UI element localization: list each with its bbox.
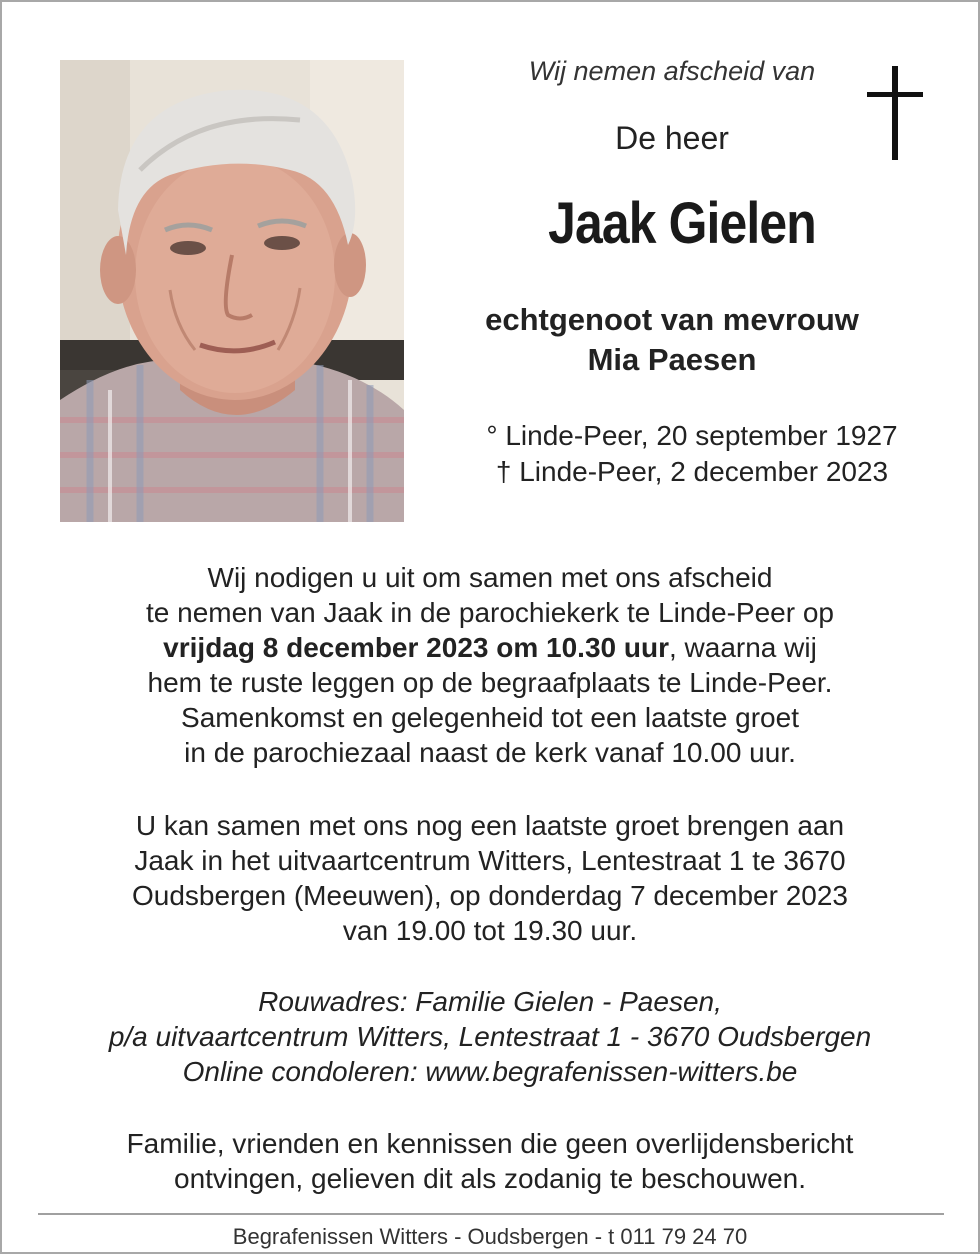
notice-line: ontvingen, gelieven dit als zodanig te beschouwen. <box>174 1163 806 1194</box>
visitation-line: Jaak in het uitvaartcentrum Witters, Lentestraat 1 te 3670 <box>134 845 846 876</box>
service-datetime: vrijdag 8 december 2023 om 10.30 uur <box>163 632 669 663</box>
funeral-home-footer: Begrafenissen Witters - Oudsbergen - t 011 79 24 70 <box>232 1224 748 1249</box>
condolence-link[interactable]: Online condoleren: www.begrafenissen-witters.be <box>182 1056 798 1087</box>
notice-paragraph <box>2 1126 978 1196</box>
invitation-line: Samenkomst en gelegenheid tot een laatste groet <box>181 702 799 733</box>
mourning-address <box>2 984 978 1089</box>
visitation-paragraph <box>2 808 978 948</box>
intro-text: Wij nemen afscheid van <box>528 56 816 86</box>
footer-divider <box>38 1213 944 1215</box>
invitation-paragraph <box>2 560 978 770</box>
invitation-line: te nemen van Jaak in de parochiekerk te Linde-Peer op <box>146 597 834 628</box>
invitation-line: Wij nodigen u uit om samen met ons afscheid <box>207 562 773 593</box>
notice-line: Familie, vrienden en kennissen die geen overlijdensbericht <box>126 1128 854 1159</box>
portrait-illustration <box>60 60 404 522</box>
invitation-line-rest: , waarna wij <box>668 632 817 663</box>
visitation-line: U kan samen met ons nog een laatste groet brengen aan <box>135 810 845 841</box>
cross-icon <box>867 66 923 160</box>
invitation-line <box>2 630 978 665</box>
visitation-line: van 19.00 tot 19.30 uur. <box>342 915 638 946</box>
death-date: † Linde-Peer, 2 december 2023 <box>495 456 889 487</box>
visitation-line: Oudsbergen (Meeuwen), op donderdag 7 december 2023 <box>131 880 849 911</box>
deceased-name: Jaak Gielen <box>548 191 816 256</box>
address-line: p/a uitvaartcentrum Witters, Lentestraat 1 - 3670 Oudsbergen <box>108 1021 872 1052</box>
address-line: Rouwadres: Familie Gielen - Paesen, <box>258 986 722 1017</box>
birth-date: ° Linde-Peer, 20 september 1927 <box>486 420 898 451</box>
life-dates <box>442 418 942 490</box>
invitation-line: in de parochiezaal naast de kerk vanaf 10.00 uur. <box>184 737 796 768</box>
spouse-info <box>422 300 922 380</box>
honorific: De heer <box>615 120 729 156</box>
invitation-line: hem te ruste leggen op de begraafplaats te Linde-Peer. <box>147 667 833 698</box>
portrait-photo <box>60 60 404 522</box>
spouse-name: Mia Paesen <box>587 342 757 377</box>
spouse-line-1: echtgenoot van mevrouw <box>485 302 859 337</box>
